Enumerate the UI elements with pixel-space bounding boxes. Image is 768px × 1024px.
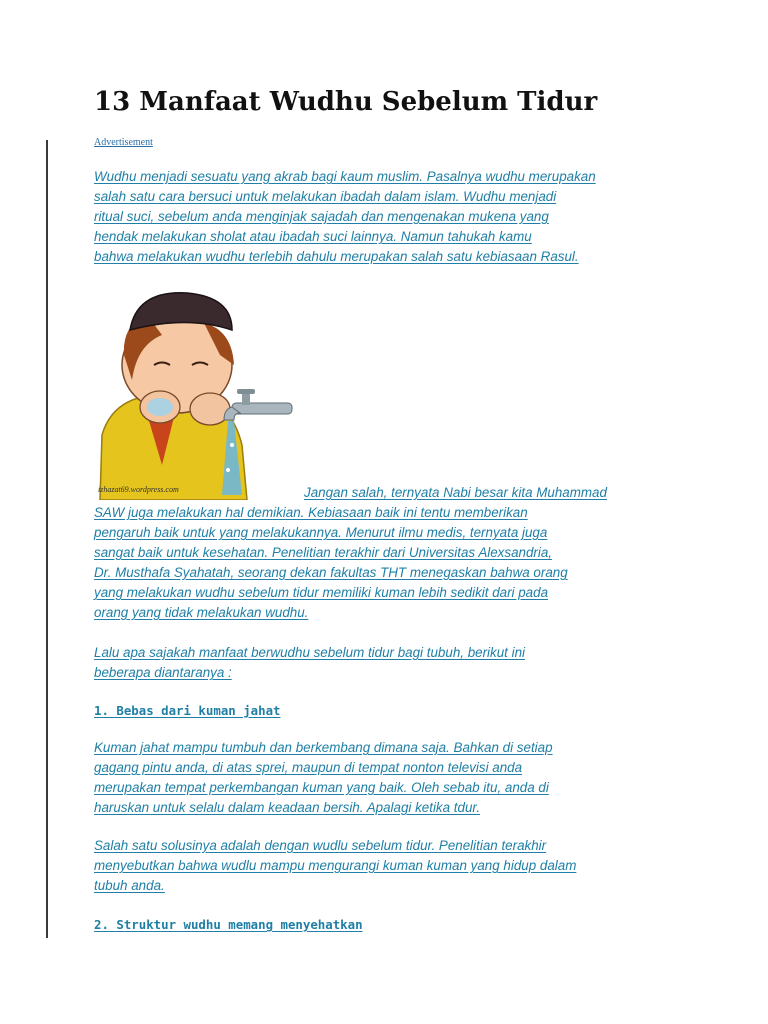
para2-line: orang yang tidak melakukan wudhu.	[94, 605, 309, 620]
para5-line: tubuh anda.	[94, 878, 165, 893]
para5-line: menyebutkan bahwa wudlu mampu mengurangi kuman kuman yang hidup dalam	[94, 858, 577, 873]
para3-line: Lalu apa sajakah manfaat berwudhu sebelum tidur bagi tubuh, berikut ini	[94, 645, 526, 660]
para3-line: beberapa diantaranya :	[94, 665, 232, 680]
para2-first-line[interactable]: Jangan salah, ternyata Nabi besar kita Muhammad	[304, 485, 607, 500]
intro-line: bahwa melakukan wudhu terlebih dahulu merupakan salah satu kebiasaan Rasul.	[94, 249, 579, 264]
intro-line: ritual suci, sebelum anda menginjak sajadah dan mengenakan mukena yang	[94, 209, 549, 224]
para5-line: Salah satu solusinya adalah dengan wudlu sebelum tidur. Penelitian terakhir	[94, 838, 547, 853]
intro-paragraph[interactable]	[94, 167, 684, 267]
intro-line: hendak melakukan sholat atau ibadah suci lainnya. Namun tahukah kamu	[94, 229, 532, 244]
para2-line: pengaruh baik untuk yang melakukannya. Menurut ilmu medis, ternyata juga	[94, 525, 548, 540]
illustration-watermark: izhazat69.wordpress.com	[98, 485, 179, 494]
advertisement-link[interactable]: Advertisement	[94, 137, 153, 148]
paragraph-2[interactable]	[94, 503, 684, 623]
paragraph-4[interactable]	[94, 738, 684, 818]
section-heading-2[interactable]: 2. Struktur wudhu memang menyehatkan	[94, 917, 363, 932]
para4-line: merupakan tempat perkembangan kuman yang baik. Oleh sebab itu, anda di	[94, 780, 549, 795]
paragraph-5[interactable]	[94, 836, 684, 896]
margin-rule	[46, 140, 48, 938]
intro-line: Wudhu menjadi sesuatu yang akrab bagi kaum muslim. Pasalnya wudhu merupakan	[94, 169, 596, 184]
intro-line: salah satu cara bersuci untuk melakukan ibadah dalam islam. Wudhu menjadi	[94, 189, 557, 204]
page-title: 13 Manfaat Wudhu Sebelum Tidur	[94, 87, 598, 117]
paragraph-3[interactable]	[94, 643, 684, 683]
para2-line: sangat baik untuk kesehatan. Penelitian terakhir dari Universitas Alexsandria,	[94, 545, 553, 560]
para4-line: gagang pintu anda, di atas sprei, maupun di tempat nonton televisi anda	[94, 760, 523, 775]
section-heading-1[interactable]: 1. Bebas dari kuman jahat	[94, 703, 281, 718]
para2-line: yang melakukan wudhu sebelum tidur memiliki kuman lebih sedikit dari pada	[94, 585, 549, 600]
para2-line: SAW juga melakukan hal demikian. Kebiasaan baik ini tentu memberikan	[94, 505, 528, 520]
para2-line: Dr. Musthafa Syahatah, seorang dekan fakultas THT menegaskan bahwa orang	[94, 565, 568, 580]
wudhu-illustration	[92, 285, 300, 500]
para4-line: Kuman jahat mampu tumbuh dan berkembang dimana saja. Bahkan di setiap	[94, 740, 553, 755]
para4-line: haruskan untuk selalu dalam keadaan bersih. Apalagi ketika tdur.	[94, 800, 481, 815]
